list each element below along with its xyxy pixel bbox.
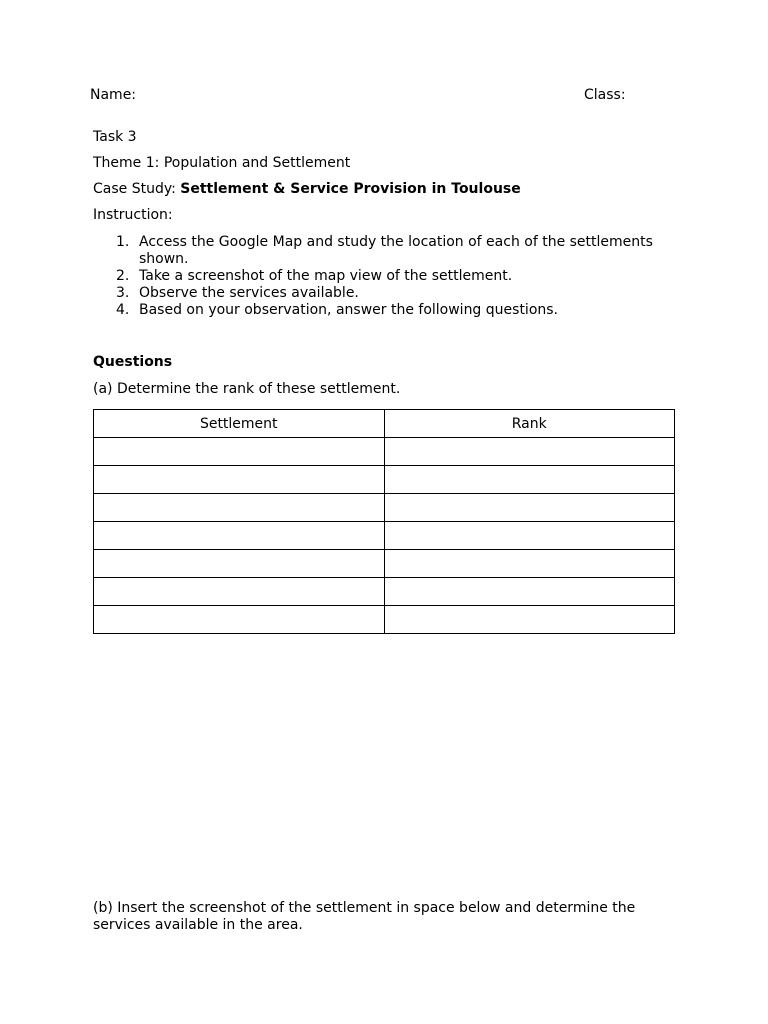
table-row: [94, 606, 675, 634]
questions-heading: Questions: [93, 354, 173, 370]
table-row: [94, 578, 675, 606]
rank-cell[interactable]: [384, 606, 675, 634]
table-row: [94, 466, 675, 494]
rank-cell[interactable]: [384, 522, 675, 550]
settlement-cell[interactable]: [94, 438, 385, 466]
table-row: [94, 494, 675, 522]
settlement-cell[interactable]: [94, 606, 385, 634]
table-row: [94, 438, 675, 466]
table-row: [94, 522, 675, 550]
case-study-title: Settlement & Service Provision in Toulouse: [180, 181, 521, 197]
case-study-line: [93, 181, 521, 198]
class-label: Class:: [584, 87, 626, 103]
settlement-cell[interactable]: [94, 550, 385, 578]
rank-cell[interactable]: [384, 494, 675, 522]
instruction-number: 1.: [116, 234, 130, 250]
instruction-item: [110, 234, 680, 268]
instruction-text: Access the Google Map and study the location of each of the settlements shown.: [139, 234, 653, 267]
instruction-label: Instruction:: [93, 207, 173, 223]
case-study-prefix: Case Study:: [93, 181, 181, 197]
instruction-number: 4.: [116, 302, 130, 318]
settlement-cell[interactable]: [94, 578, 385, 606]
table-row: [94, 550, 675, 578]
rank-cell[interactable]: [384, 578, 675, 606]
instruction-list: [110, 234, 680, 319]
task-title: Task 3: [93, 129, 137, 145]
instruction-text: Observe the services available.: [139, 285, 359, 301]
instruction-number: 3.: [116, 285, 130, 301]
settlement-cell[interactable]: [94, 494, 385, 522]
settlement-cell[interactable]: [94, 522, 385, 550]
theme-title: Theme 1: Population and Settlement: [93, 155, 351, 171]
instruction-text: Take a screenshot of the map view of the settlement.: [139, 268, 513, 284]
settlement-column-header: Settlement: [94, 410, 385, 438]
rank-table: [93, 409, 675, 634]
instruction-text: Based on your observation, answer the following questions.: [139, 302, 559, 318]
instruction-number: 2.: [116, 268, 130, 284]
question-a: (a) Determine the rank of these settlement.: [93, 381, 401, 397]
question-b: (b) Insert the screenshot of the settlement in space below and determine the services available in the area.: [93, 900, 636, 933]
rank-cell[interactable]: [384, 438, 675, 466]
instruction-item: [110, 302, 680, 319]
instruction-item: [110, 285, 680, 302]
rank-cell[interactable]: [384, 466, 675, 494]
rank-cell[interactable]: [384, 550, 675, 578]
settlement-cell[interactable]: [94, 466, 385, 494]
instruction-item: [110, 268, 680, 285]
table-header-row: [94, 410, 675, 438]
rank-column-header: Rank: [384, 410, 675, 438]
name-label: Name:: [90, 87, 137, 103]
